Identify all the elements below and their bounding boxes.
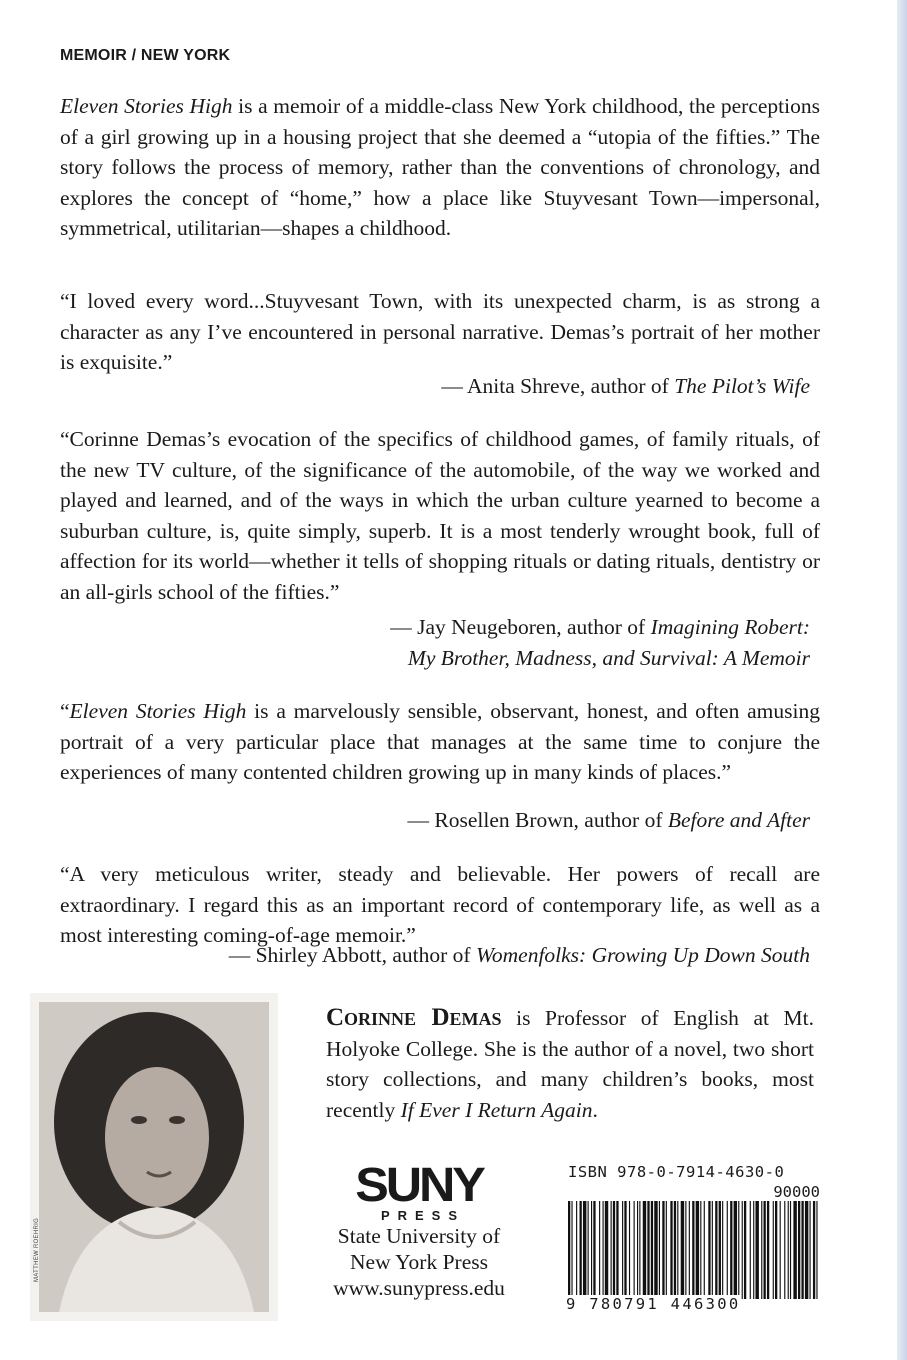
photo-credit: MATTHEW ROEHRIG — [34, 1217, 40, 1282]
barcode-bar — [715, 1201, 717, 1299]
price-addon-code: 90000 — [773, 1183, 820, 1201]
barcode-bar — [689, 1201, 690, 1299]
attribution-book: The Pilot’s Wife — [674, 374, 810, 398]
barcode-bar — [773, 1201, 774, 1299]
barcode-bar — [568, 1201, 570, 1299]
barcode-bar — [761, 1201, 762, 1299]
barcode-bar — [611, 1201, 612, 1299]
barcode-bar — [712, 1201, 713, 1299]
barcode-bar — [784, 1201, 785, 1299]
barcode-bar — [801, 1201, 803, 1299]
blurb-quote-neugeboren: “Corinne Demas’s evocation of the specifics of childhood games, of family rituals, of the new TV culture, of the significance of the automobile, of the way we worked and played and learned, and of the ways in which the urban culture yearned to become a suburban culture, is, quite simply, superb. It is a most tenderly wrought book, full of affection for its world—whether it tells of shopping rituals or dating rituals, dentistry or an all-girls school of the fifties.” — [60, 427, 820, 604]
barcode-bar — [616, 1201, 618, 1299]
barcode-bar — [753, 1201, 754, 1299]
barcode-bar — [643, 1201, 646, 1299]
barcode — [560, 1163, 822, 1321]
barcode-bar — [670, 1201, 672, 1299]
author-portrait-image — [34, 1002, 269, 1312]
attribution-text: — Anita Shreve, author of — [441, 374, 675, 398]
barcode-bar — [744, 1201, 746, 1299]
attribution-book-line2: My Brother, Madness, and Survival: A Memoir — [407, 645, 810, 670]
barcode-bar — [816, 1201, 817, 1299]
barcode-bar — [605, 1201, 608, 1299]
author-name: Corinne Demas — [326, 1004, 502, 1031]
blurb-quote-abbott: “A very meticulous writer, steady and believable. Her powers of recall are extraordinary. I regard this as an important record of contemporary life, as well as a most interesting coming-of-age memoir.” — [60, 862, 820, 947]
barcode-bar — [798, 1201, 800, 1299]
book-title: Eleven Stories High — [60, 94, 233, 118]
publisher-url: www.sunypress.edu — [333, 1276, 505, 1300]
quote-mark: “ — [60, 699, 70, 723]
barcode-bar — [788, 1201, 789, 1299]
barcode-bar — [580, 1201, 582, 1299]
barcode-bar — [603, 1201, 604, 1299]
barcode-bar — [639, 1201, 640, 1299]
barcode-bar — [599, 1201, 600, 1299]
barcode-bar — [727, 1201, 728, 1299]
bio-recent-book: If Ever I Return Again — [400, 1097, 593, 1122]
barcode-bar — [622, 1201, 623, 1299]
quoted-book-title: Eleven Stories High — [69, 699, 247, 723]
attribution-book: Before and After — [667, 808, 810, 832]
category-label: MEMOIR / NEW YORK — [60, 47, 231, 64]
barcode-bar — [696, 1201, 699, 1299]
attribution-text: — Shirley Abbott, author of — [228, 943, 476, 967]
barcode-bar — [700, 1201, 701, 1299]
publisher-block — [322, 1159, 516, 1301]
bio-end: . — [592, 1097, 598, 1122]
barcode-bar — [677, 1201, 678, 1299]
barcode-bar — [813, 1201, 815, 1299]
barcode-digits: 9 780791 446300 — [566, 1295, 741, 1313]
portrait-illustration — [39, 1002, 269, 1312]
publisher-name-line2: New York Press — [350, 1250, 488, 1274]
barcode-bar — [571, 1201, 572, 1299]
barcode-bar — [613, 1201, 615, 1299]
barcode-bar — [750, 1201, 751, 1299]
barcode-bar — [738, 1201, 739, 1299]
barcode-bar — [659, 1201, 660, 1299]
barcode-bar — [662, 1201, 664, 1299]
barcode-bar — [666, 1201, 667, 1299]
barcode-bar — [583, 1201, 586, 1299]
barcode-bar — [637, 1201, 638, 1299]
quote-text: is a marvelously sensible, observant, honest, and often amusing portrait of a very particular place that manages at the same time to conjure the experiences of many contented children growing up in many kinds of places.” — [60, 699, 820, 784]
blurb-attribution-brown — [408, 805, 810, 836]
suny-logo: SUNY — [355, 1159, 483, 1212]
suny-press-wordmark: PRESS — [380, 1208, 466, 1223]
barcode-bar — [704, 1201, 705, 1299]
barcode-bar — [708, 1201, 710, 1299]
barcode-bar — [591, 1201, 592, 1299]
barcode-bar — [775, 1201, 777, 1299]
barcode-bars — [568, 1201, 820, 1299]
bio-text: is Professor of English at Mt. Holyoke College. She is the author of a novel, two short story collections, and many children’s books, most recently — [326, 1006, 814, 1122]
blurb-quote-shreve: “I loved every word...Stuyvesant Town, with its unexpected charm, is as strong a character as any I’ve encountered in personal narrative. Demas’s portrait of her mother is exquisite.” — [60, 289, 820, 374]
barcode-bar — [647, 1201, 649, 1299]
publisher-name-line1: State University of — [337, 1224, 501, 1248]
author-photo — [30, 993, 278, 1321]
author-bio — [326, 1003, 814, 1125]
barcode-bar — [634, 1201, 635, 1299]
blurb-attribution-neugeboren — [390, 612, 810, 673]
barcode-bar — [755, 1201, 758, 1299]
barcode-bar — [629, 1201, 630, 1299]
barcode-bar — [593, 1201, 595, 1299]
barcode-bar — [793, 1201, 796, 1299]
barcode-bar — [654, 1201, 657, 1299]
blurb-quote-brown — [60, 696, 820, 788]
barcode-bar — [719, 1201, 721, 1299]
barcode-bar — [576, 1201, 577, 1299]
barcode-bar — [692, 1201, 694, 1299]
barcode-bar — [685, 1201, 686, 1299]
barcode-bar — [810, 1201, 811, 1299]
blurb-attribution-abbott — [229, 940, 810, 971]
attribution-text: — Jay Neugeboren, author of — [390, 615, 651, 639]
description-paragraph — [60, 91, 820, 244]
barcode-bar — [764, 1201, 766, 1299]
attribution-book: Womenfolks: Growing Up Down South — [475, 943, 810, 967]
cover-edge — [897, 0, 907, 1360]
barcode-bar — [805, 1201, 808, 1299]
barcode-bar — [681, 1201, 684, 1299]
description-text: is a memoir of a middle-class New York childhood, the perceptions of a girl growing up in a housing project that she deemed a “utopia of the fifties.” The story follows the process of memory, rather than the conventions of chronology, and explores the concept of “home,” how a place like Stuyvesant Town—impersonal, symmetrical, utilitarian—shapes a childhood. — [60, 94, 820, 240]
barcode-bar — [780, 1201, 781, 1299]
barcode-bar — [767, 1201, 769, 1299]
attribution-text: — Rosellen Brown, author of — [407, 808, 668, 832]
attribution-book: Imagining Robert: — [650, 615, 810, 639]
barcode-bar — [734, 1201, 737, 1299]
barcode-bar — [674, 1201, 676, 1299]
barcode-bar — [790, 1201, 791, 1299]
barcode-bar — [722, 1201, 723, 1299]
barcode-bar — [730, 1201, 732, 1299]
isbn-label: ISBN 978-0-7914-4630-0 — [568, 1163, 785, 1181]
barcode-bar — [624, 1201, 626, 1299]
barcode-bar — [742, 1201, 743, 1299]
barcode-bar — [588, 1201, 589, 1299]
barcode-bar — [651, 1201, 653, 1299]
blurb-attribution-shreve — [441, 371, 810, 402]
